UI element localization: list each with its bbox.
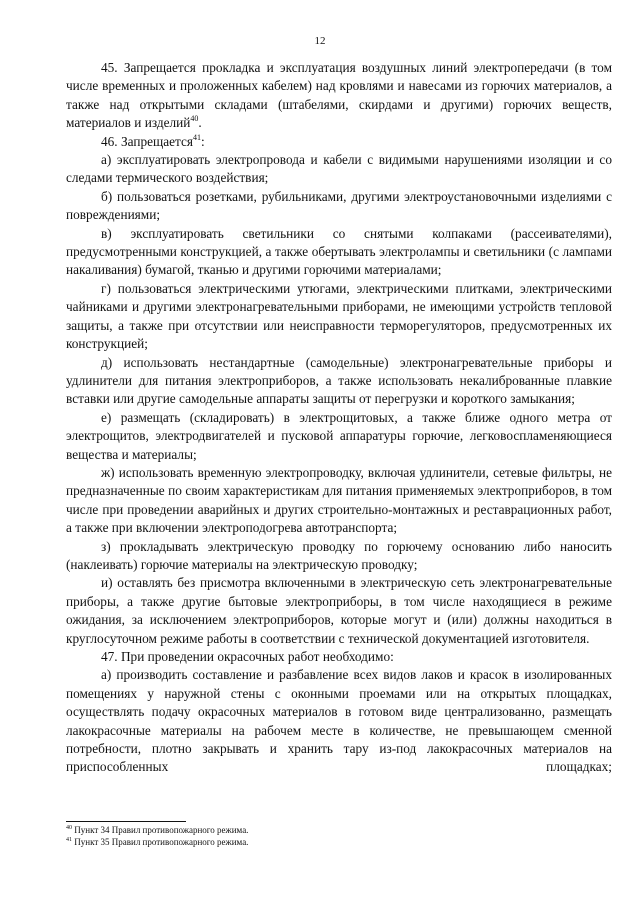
- footnote-divider: [66, 821, 186, 822]
- paragraph-text: 46. Запрещается: [101, 133, 194, 149]
- list-item-g: г) пользоваться электрическими утюгами, электрическими плитками, электрическими чайниками и другими электронагревательными приборами, не имеющими устройств тепловой защиты, а также при отсутствии или неисправности терморегуляторов, предусмотренных их конструкцией;: [66, 280, 612, 352]
- footnote-text: Пункт 34 Правил противопожарного режима.: [72, 825, 249, 835]
- footnote-40: [66, 825, 466, 837]
- body-text: [66, 59, 612, 777]
- list-item-d: д) использовать нестандартные (самодельные) электронагревательные приборы и удлинители для питания электроприборов, а также использовать некалиброванные плавкие вставки или другие самодельные аппараты защиты от перегрузки и короткого замыкания;: [66, 354, 612, 407]
- footnotes: [66, 825, 466, 848]
- paragraph-45: [66, 59, 612, 133]
- paragraph-end: .: [198, 115, 202, 131]
- list-item-a: а) эксплуатировать электропровода и кабели с видимыми нарушениями изоляции и со следами термического воздействия;: [66, 152, 612, 186]
- paragraph-text: 45. Запрещается прокладка и эксплуатация воздушных линий электропередачи (в том числе временных и проложенных кабелем) над кровлями и навесами из горючих материалов, а также над открытыми складами (штабелями, скирдами и другими) горючих веществ, материалов и изделий: [66, 60, 612, 131]
- footnote-mark: 41: [66, 836, 72, 843]
- list-item-e: е) размещать (складировать) в электрощитовых, а также ближе одного метра от электрощитов, электродвигателей и пусковой аппаратуры горючие, легковоспламеняющиеся вещества и материалы;: [66, 409, 612, 462]
- footnote-ref: 41: [193, 132, 202, 142]
- footnote-ref: 40: [190, 114, 199, 124]
- list-item-z: з) прокладывать электрическую проводку по горючему основанию либо наносить (наклеивать) горючие материалы на электрическую проводку;: [66, 538, 612, 572]
- list-item-a-47: а) производить составление и разбавление всех видов лаков и красок в изолированных помещениях у наружной стены с оконными проемами или на открытых площадках, осуществлять подачу окрасочных материалов в готовом виде централизованно, размещать лакокрасочные материалы на рабочем месте в количестве, не превышающем сменной потребности, плотно закрывать и хранить тару из-под лакокрасочных материалов на приспособленных площадках;: [66, 667, 612, 775]
- list-item-zh: ж) использовать временную электропроводку, включая удлинители, сетевые фильтры, не предназначенные по своим характеристикам для питания применяемых электроприборов, в том числе при проведении аварийных и других строительно-монтажных и реставрационных работ, а также при включении электроподогрева автотранспорта;: [66, 464, 612, 536]
- footnote-text: Пункт 35 Правил противопожарного режима.: [72, 836, 249, 847]
- paragraph-end: :: [201, 133, 205, 149]
- paragraph-46: [66, 133, 612, 151]
- footnote-41: [66, 837, 466, 849]
- page-number: 12: [314, 35, 326, 47]
- list-item-i: и) оставлять без присмотра включенными в электрическую сеть электронагревательные приборы, а также другие бытовые электроприборы, в том числе находящиеся в режиме ожидания, за исключением электроприборов, которые могут и (или) должны находиться в круглосуточном режиме работы в соответствии с технической документацией изготовителя.: [66, 575, 612, 646]
- list-item-b: б) пользоваться розетками, рубильниками, другими электроустановочными изделиями с повреждениями;: [66, 188, 612, 223]
- footnote-mark: 40: [66, 825, 72, 831]
- paragraph-47: 47. При проведении окрасочных работ необходимо:: [101, 649, 394, 664]
- list-item-v: в) эксплуатировать светильники со снятыми колпаками (рассеивателями), предусмотренными конструкцией, а также обертывать электролампы и светильники (с лампами накаливания) бумагой, тканью и другими горючими материалами;: [66, 225, 612, 278]
